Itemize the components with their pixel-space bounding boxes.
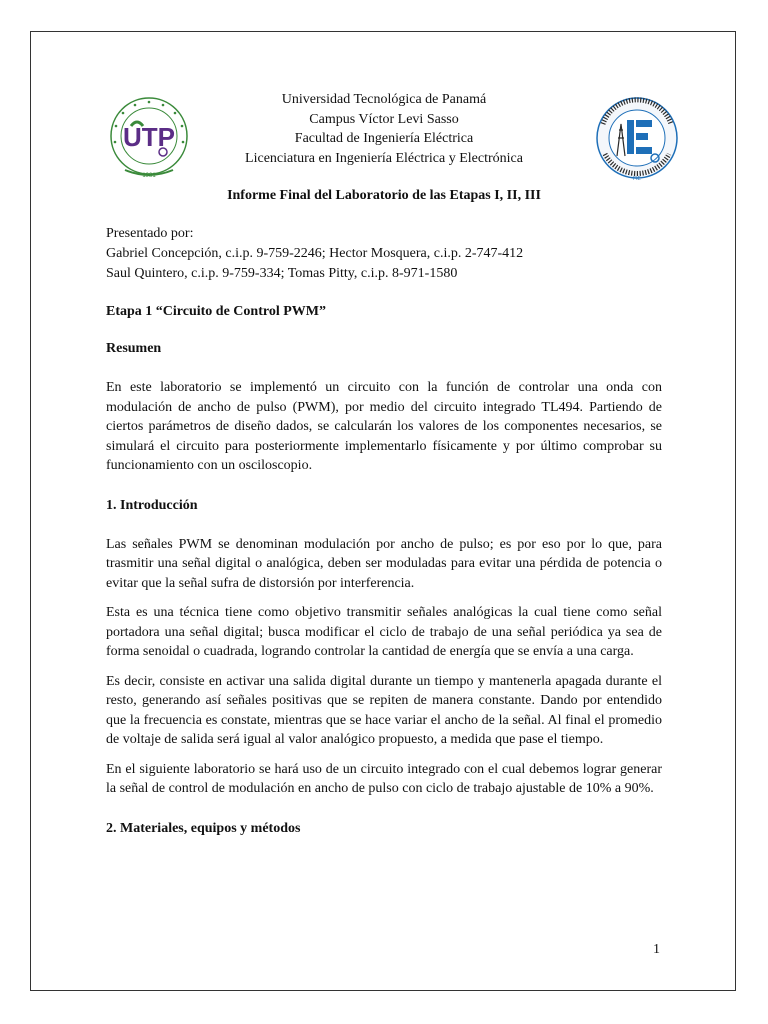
- abstract-heading: Resumen: [106, 341, 162, 356]
- degree-name: Licenciatura en Ingeniería Eléctrica y Electrónica: [245, 150, 523, 166]
- materials-heading: 2. Materiales, equipos y métodos: [106, 820, 301, 836]
- fie-logo-letters: FIE: [633, 176, 641, 182]
- university-name: Universidad Tecnológica de Panamá: [281, 92, 487, 107]
- authors-block: [106, 224, 662, 284]
- page-number: 1: [653, 942, 660, 957]
- authors-line-1: Gabriel Concepción, c.i.p. 9-759-2246; Hector Mosquera, c.i.p. 2-747-412: [106, 246, 524, 261]
- intro-paragraph-1: Las señales PWM se denominan modulación por ancho de pulso; es por eso por lo que, para trasmitir una señal digital o analógica, deben ser moduladas para evitar una pérdida de potencia o evitar que la señal sufra de distorsión por interferencia.: [106, 536, 662, 591]
- institution-header: [106, 90, 662, 168]
- document-content: [106, 90, 662, 838]
- document-page: [30, 31, 736, 991]
- intro-heading: 1. Introducción: [106, 497, 198, 513]
- utp-logo-year: 1981: [142, 173, 156, 179]
- faculty-name: Facultad de Ingeniería Eléctrica: [294, 131, 474, 146]
- utp-logo-letters: UTP: [123, 122, 175, 152]
- stage-heading: Etapa 1 “Circuito de Control PWM”: [106, 304, 326, 319]
- abstract-paragraph: En este laboratorio se implementó un circuito con la función de controlar una onda con modulación de ancho de pulso (PWM), por medio del circuito integrado TL494. Partiendo de ciertos parámetros de diseño dados, se calcularán los valores de los componentes necesarios, se simulará el circuito para posteriormente implementarlo físicamente y por último comprobar su funcionamiento con un osciloscopio.: [106, 380, 662, 473]
- intro-paragraph-4: En el siguiente laboratorio se hará uso de un circuito integrado con el cual debemos lograr generar la señal de control de modulación en ancho de pulso con ciclo de trabajo ajustable de 10% a 90%.: [106, 761, 662, 796]
- authors-label: Presentado por:: [106, 226, 194, 241]
- authors-line-2: Saul Quintero, c.i.p. 9-759-334; Tomas Pitty, c.i.p. 8-971-1580: [106, 266, 458, 281]
- campus-name: Campus Víctor Levi Sasso: [309, 111, 459, 127]
- intro-paragraph-3: Es decir, consiste en activar una salida digital durante un tiempo y mantenerla apagada durante el resto, generando así señales positivas que se repiten de manera constante. Dando por entendido que la frecuencia es constate, mientras que se hace variar el ancho de la señal. Al final el promedio de voltaje de salida será igual al valor analógico propuesto, a medida que pase el tiempo.: [106, 673, 662, 747]
- intro-paragraph-2: Esta es una técnica tiene como objetivo transmitir señales analógicas la cual tiene como señal portadora una señal digital; busca modificar el ciclo de trabajo de una señal periódica ya sea de forma senoidal o cuadrada, logrando controlar la cantidad de energía que se envía a una carga.: [106, 605, 662, 659]
- report-title: Informe Final del Laboratorio de las Etapas I, II, III: [227, 188, 541, 203]
